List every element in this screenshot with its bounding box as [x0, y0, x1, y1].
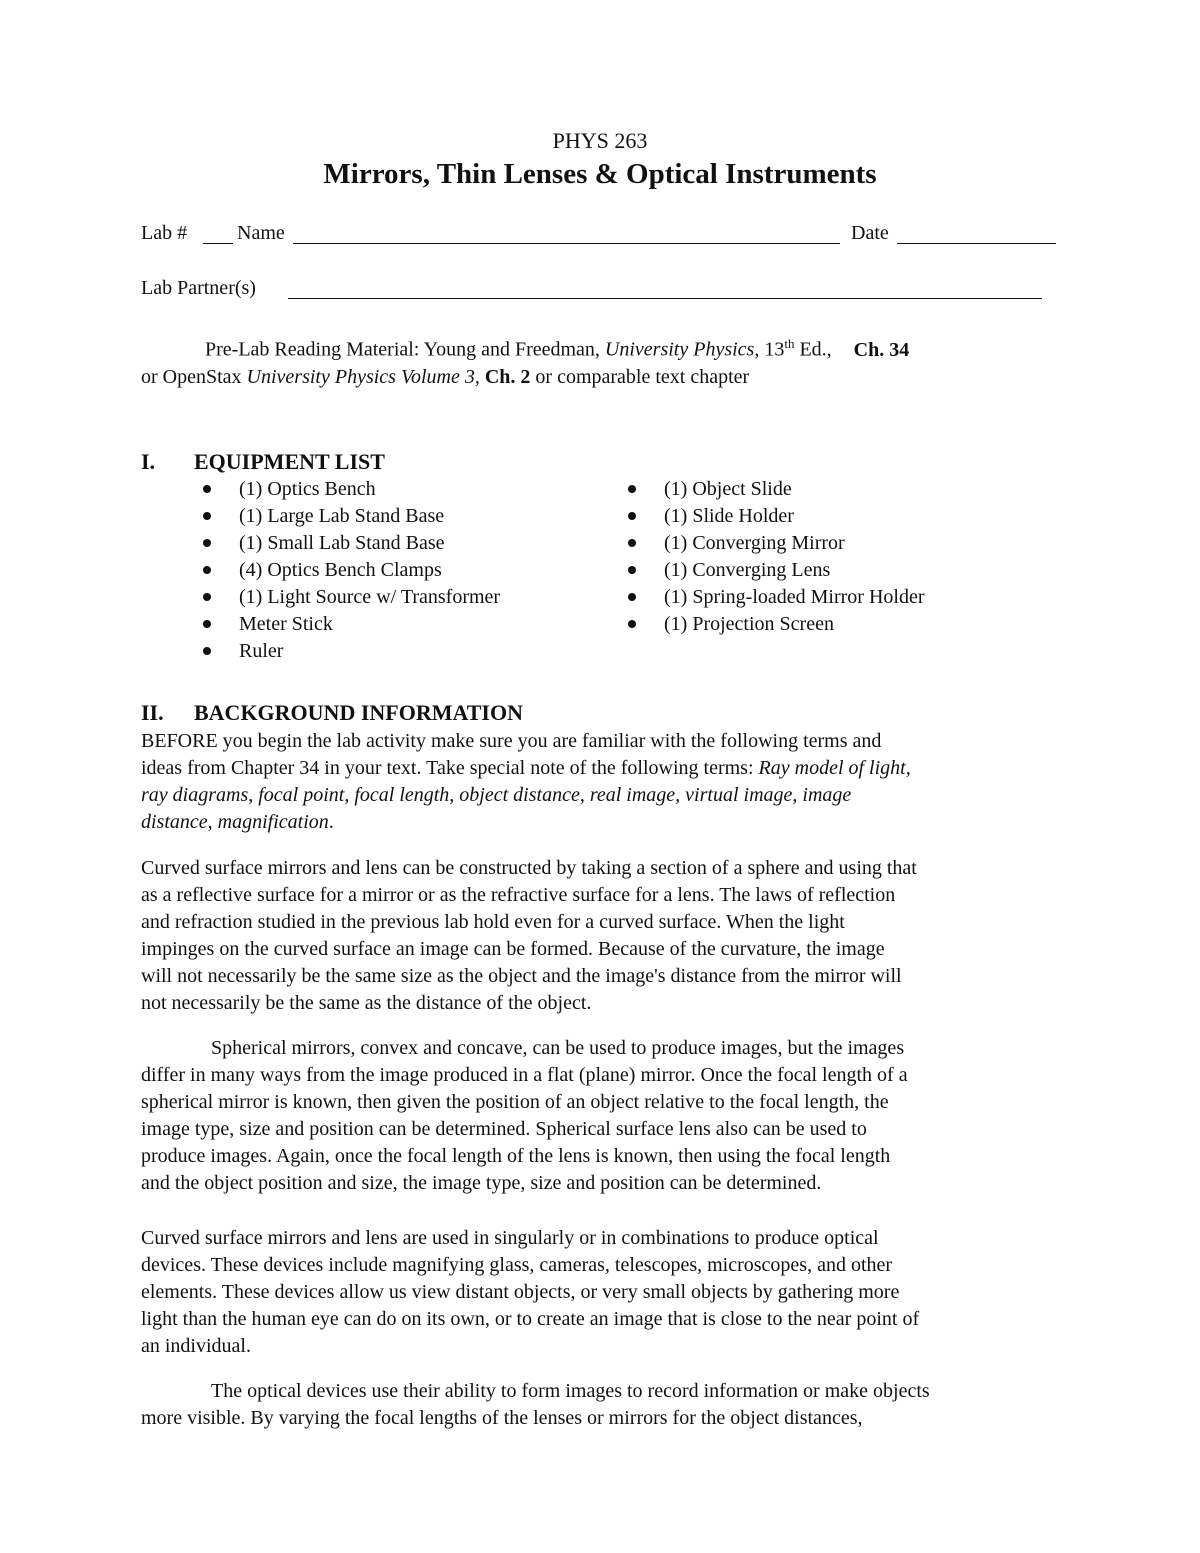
background-paragraph-1: BEFORE you begin the lab activity make sure you are familiar with the following terms and ideas from Chapter 34 in your text. Take special note of the following terms: Ray model of light, ray diagrams, focal point, focal length, object distance, real image, virtual image, image distance, magnification. — [141, 730, 911, 833]
section-number: II. — [141, 700, 164, 725]
background-paragraph-5: The optical devices use their ability to form images to record information or make objects more visible. By varying the focal lengths of the lenses or mirrors for the object distances, — [141, 1380, 930, 1429]
prelab-tail: or comparable text chapter — [530, 365, 750, 388]
prelab-edition-sup: th — [784, 336, 795, 351]
date-blank[interactable] — [897, 243, 1056, 244]
list-item: (1) Optics Bench — [203, 476, 500, 503]
prelab-edition-rest: Ed., — [794, 338, 832, 361]
list-item: (1) Projection Screen — [628, 611, 925, 638]
bullet-icon — [628, 566, 636, 574]
equipment-list-right — [628, 476, 925, 638]
list-item: (1) Small Lab Stand Base — [203, 530, 500, 557]
section-title: BACKGROUND INFORMATION — [194, 700, 523, 725]
list-item: (1) Converging Mirror — [628, 530, 925, 557]
list-item: (1) Object Slide — [628, 476, 925, 503]
prelab-edition: , 13 — [754, 338, 785, 361]
list-item: (4) Optics Bench Clamps — [203, 557, 500, 584]
bullet-icon — [203, 485, 211, 493]
bullet-icon — [203, 539, 211, 547]
prelab-intro: Pre-Lab Reading Material: Young and Freedman, — [205, 338, 605, 361]
lab-number-blank[interactable] — [203, 243, 233, 244]
date-label: Date — [851, 222, 889, 244]
course-code: PHYS 263 — [552, 128, 648, 153]
list-item: (1) Slide Holder — [628, 503, 925, 530]
list-item: Ruler — [203, 638, 500, 665]
name-blank[interactable] — [293, 243, 840, 244]
bullet-icon — [628, 512, 636, 520]
bullet-icon — [628, 620, 636, 628]
bullet-icon — [628, 539, 636, 547]
background-paragraph-4: Curved surface mirrors and lens are used in singularly or in combinations to produce optical devices. These devices include magnifying glass, cameras, telescopes, microscopes, and other elements. These devices allow us view distant objects, or very small objects by gathering more light than the human eye can do on its own, or to create an image that is close to the near point of an individual. — [141, 1227, 920, 1357]
prelab-book2: University Physics Volume 3, — [246, 365, 480, 388]
equipment-list-left — [203, 476, 500, 665]
prelab-book1: University Physics — [604, 338, 755, 361]
prelab-or: or OpenStax — [141, 365, 247, 388]
name-label: Name — [237, 222, 285, 244]
section-number: I. — [141, 449, 156, 474]
list-item: (1) Light Source w/ Transformer — [203, 584, 500, 611]
bullet-icon — [203, 566, 211, 574]
list-item: Meter Stick — [203, 611, 500, 638]
list-item: (1) Spring-loaded Mirror Holder — [628, 584, 925, 611]
list-item: (1) Converging Lens — [628, 557, 925, 584]
prelab-reading — [141, 330, 909, 391]
bullet-icon — [203, 593, 211, 601]
list-item: (1) Large Lab Stand Base — [203, 503, 500, 530]
document-title: Mirrors, Thin Lenses & Optical Instruments — [323, 158, 877, 190]
bullet-icon — [203, 647, 211, 655]
bullet-icon — [203, 620, 211, 628]
background-paragraph-2: Curved surface mirrors and lens can be constructed by taking a section of a sphere and using that as a reflective surface for a mirror or as the refractive surface for a lens. The laws of reflection and refraction studied in the previous lab hold even for a curved surface. When the light impinges on the curved surface an image can be formed. Because of the curvature, the image will not necessarily be the same size as the object and the image's distance from the mirror will not necessarily be the same as the distance of the object. — [141, 857, 917, 1014]
section-title: EQUIPMENT LIST — [194, 449, 385, 474]
bullet-icon — [628, 485, 636, 493]
lab-number-label: Lab # — [141, 222, 188, 244]
bullet-icon — [203, 512, 211, 520]
lab-partner-label: Lab Partner(s) — [141, 277, 256, 299]
lab-partner-blank[interactable] — [288, 298, 1042, 299]
prelab-chapter1: Ch. 34 — [853, 338, 910, 361]
background-paragraph-3: Spherical mirrors, convex and concave, can be used to produce images, but the images differ in many ways from the image produced in a flat (plane) mirror. Once the focal length of a spherical mirror is known, then given the position of an object relative to the focal length, the image type, size and position can be determined. Spherical surface lens also can be used to produce images. Again, once the focal length of the lens is known, then using the focal length and the object position and size, the image type, size and position can be determined. — [141, 1037, 908, 1194]
prelab-chapter2: Ch. 2 — [484, 365, 531, 388]
bullet-icon — [628, 593, 636, 601]
